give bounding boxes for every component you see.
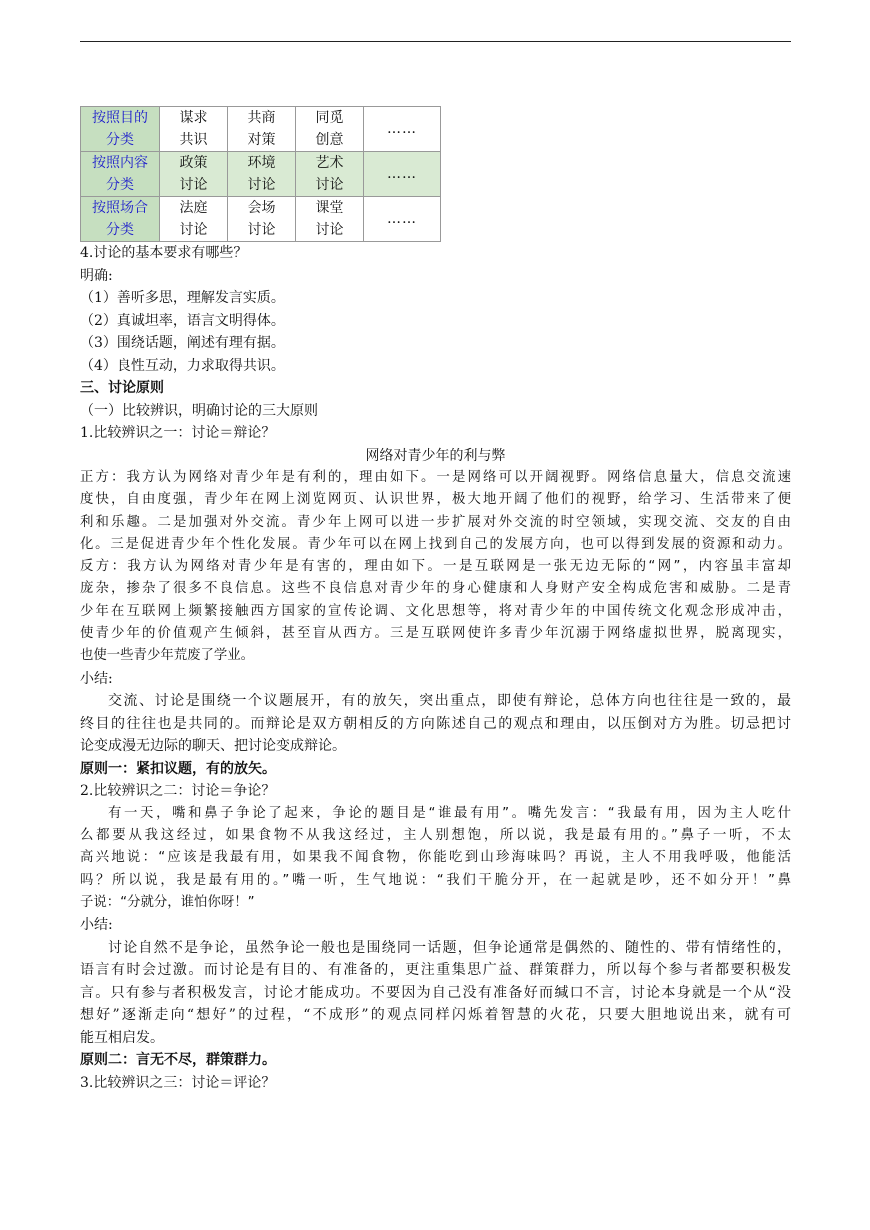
table-cell: 法庭 讨论	[160, 197, 228, 242]
section-heading: 三、讨论原则	[80, 380, 164, 396]
document-body	[80, 106, 791, 1094]
summary-label: 小结:	[80, 670, 113, 687]
requirement-item: （2）真诚坦率，语言文明得体。	[80, 312, 285, 329]
table-header-cell: 按照内容 分类	[81, 152, 160, 197]
summary-line: 讨论自然不是争论，虽然争论一般也是围绕同一话题，但争论通常是偶然的、随性的、带有情绪性的，	[108, 939, 791, 956]
debate-line: 正方：我方认为网络对青少年是有利的，理由如下。一是网络可以开阔视野。网络信息量大，信息交流速	[80, 470, 791, 485]
debate-title: 网络对青少年的利与弊	[365, 447, 506, 464]
summary-label: 小结:	[80, 917, 113, 934]
table-header-cell: 按照目的 分类	[81, 107, 160, 152]
summary-line: 能互相启发。	[80, 1029, 164, 1046]
summary-line: 语言有时会过激。而讨论是有目的、有准备的，更注重集思广益、群策群力，所以每个参与者都要积极发	[80, 962, 791, 979]
story-line: 有一天，嘴和鼻子争论了起来，争论的题目是“谁最有用”。嘴先发言：“我最有用，因为主人吃什	[108, 805, 791, 821]
header-rule	[80, 41, 791, 42]
story-line: 高兴地说：“应该是我最有用，如果我不闻食物，你能吃到山珍海味吗？再说，主人不用我呼吸，他能活	[80, 850, 791, 866]
debate-line: 化。三是促进青少年个性化发展。青少年可以在网上找到自己的发展方向，也可以得到发展的资源和动力。	[80, 536, 791, 552]
debate-line: 度快，自由度强，青少年在网上浏览网页、认识世界，极大地开阔了他们的视野，给学习、生活带来了便	[80, 492, 791, 508]
summary-line: 言。只有参与者积极发言，讨论才能成功。不要因为自己没有准备好而缄口不言，讨论本身就是一个从“没	[80, 984, 791, 1001]
summary-line: 交流、讨论是围绕一个议题展开，有的放矢，突出重点，即使有辩论，总体方向也往往是一致的，最	[108, 693, 791, 710]
story-line: 么都要从我这经过，如果食物不从我这经过，主人别想饱，所以说，我是最有用的。”鼻子一听，不太	[80, 827, 791, 843]
table-cell: 环境 讨论	[228, 152, 296, 197]
principle-1: 原则一：紧扣议题，有的放矢。	[80, 760, 276, 777]
classification-table	[80, 106, 441, 242]
summary-line: 终目的往往也是共同的。而辩论是双方朝相反的方向陈述自己的观点和理由，以压倒对方为胜。切忌把讨	[80, 715, 791, 732]
table-cell: 政策 讨论	[160, 152, 228, 197]
debate-line: 利和乐趣。二是加强对外交流。青少年上网可以进一步扩展对外交流的时空领域，实现交流、交友的自由	[80, 514, 791, 530]
subsection-heading: （一）比较辨识，明确讨论的三大原则	[80, 402, 318, 419]
principle-2: 原则二：言无不尽，群策群力。	[80, 1052, 276, 1069]
requirement-item: （3）围绕话题，阐述有理有据。	[80, 335, 285, 351]
table-row	[81, 107, 441, 152]
debate-line: 庞杂，掺杂了很多不良信息。这些不良信息对青少年的身心健康和人身财产安全构成危害和威胁。二是青	[80, 581, 791, 597]
comparison-heading-1: 1.比较辨识之一：讨论＝辩论？	[80, 425, 276, 441]
table-cell: 共商 对策	[228, 107, 296, 152]
table-ellipsis-cell: ……	[364, 107, 441, 152]
comparison-heading-2: 2.比较辨识之二：讨论＝争论？	[80, 783, 276, 800]
requirement-item: （1）善听多思，理解发言实质。	[80, 290, 285, 306]
table-cell: 同觅 创意	[296, 107, 364, 152]
debate-line: 少年在互联网上频繁接触西方国家的宣传论调、文化思想等，将对青少年的中国传统文化观念形成冲击，	[80, 603, 791, 619]
story-line: 吗？所以说，我是最有用的。”嘴一听，生气地说：“我们干脆分开，在一起就是吵，还不如分开！”鼻	[80, 872, 791, 888]
table-cell: 会场 讨论	[228, 197, 296, 242]
question-4: 4.讨论的基本要求有哪些？	[80, 245, 248, 261]
table-ellipsis-cell: ……	[364, 152, 441, 197]
table-header-cell: 按照场合 分类	[81, 197, 160, 242]
debate-line: 反方：我方认为网络对青少年是有害的，理由如下。一是互联网是一张无边无际的“网”，内容虽丰富却	[80, 559, 791, 575]
table-row	[81, 152, 441, 197]
requirement-item: （4）良性互动，力求取得共识。	[80, 357, 285, 374]
comparison-heading-3: 3.比较辨识之三：讨论＝评论？	[80, 1074, 276, 1091]
summary-line: 论变成漫无边际的聊天、把讨论变成辩论。	[80, 738, 346, 755]
summary-line: 想好”逐渐走向“想好”的过程，“不成形”的观点同样闪烁着智慧的火花，只要大胆地说出来，就有可	[80, 1007, 791, 1024]
table-cell: 课堂 讨论	[296, 197, 364, 242]
table-cell: 艺术 讨论	[296, 152, 364, 197]
table-cell: 谋求 共识	[160, 107, 228, 152]
table-row	[81, 197, 441, 242]
story-line: 子说：“分就分，谁怕你呀！”	[80, 894, 255, 910]
debate-line: 也使一些青少年荒废了学业。	[80, 648, 255, 664]
debate-line: 使青少年的价值观产生倾斜，甚至盲从西方。三是互联网使许多青少年沉溺于网络虚拟世界，脱离现实，	[80, 626, 791, 642]
table-ellipsis-cell: ……	[364, 197, 441, 242]
answer-label: 明确:	[80, 267, 113, 284]
